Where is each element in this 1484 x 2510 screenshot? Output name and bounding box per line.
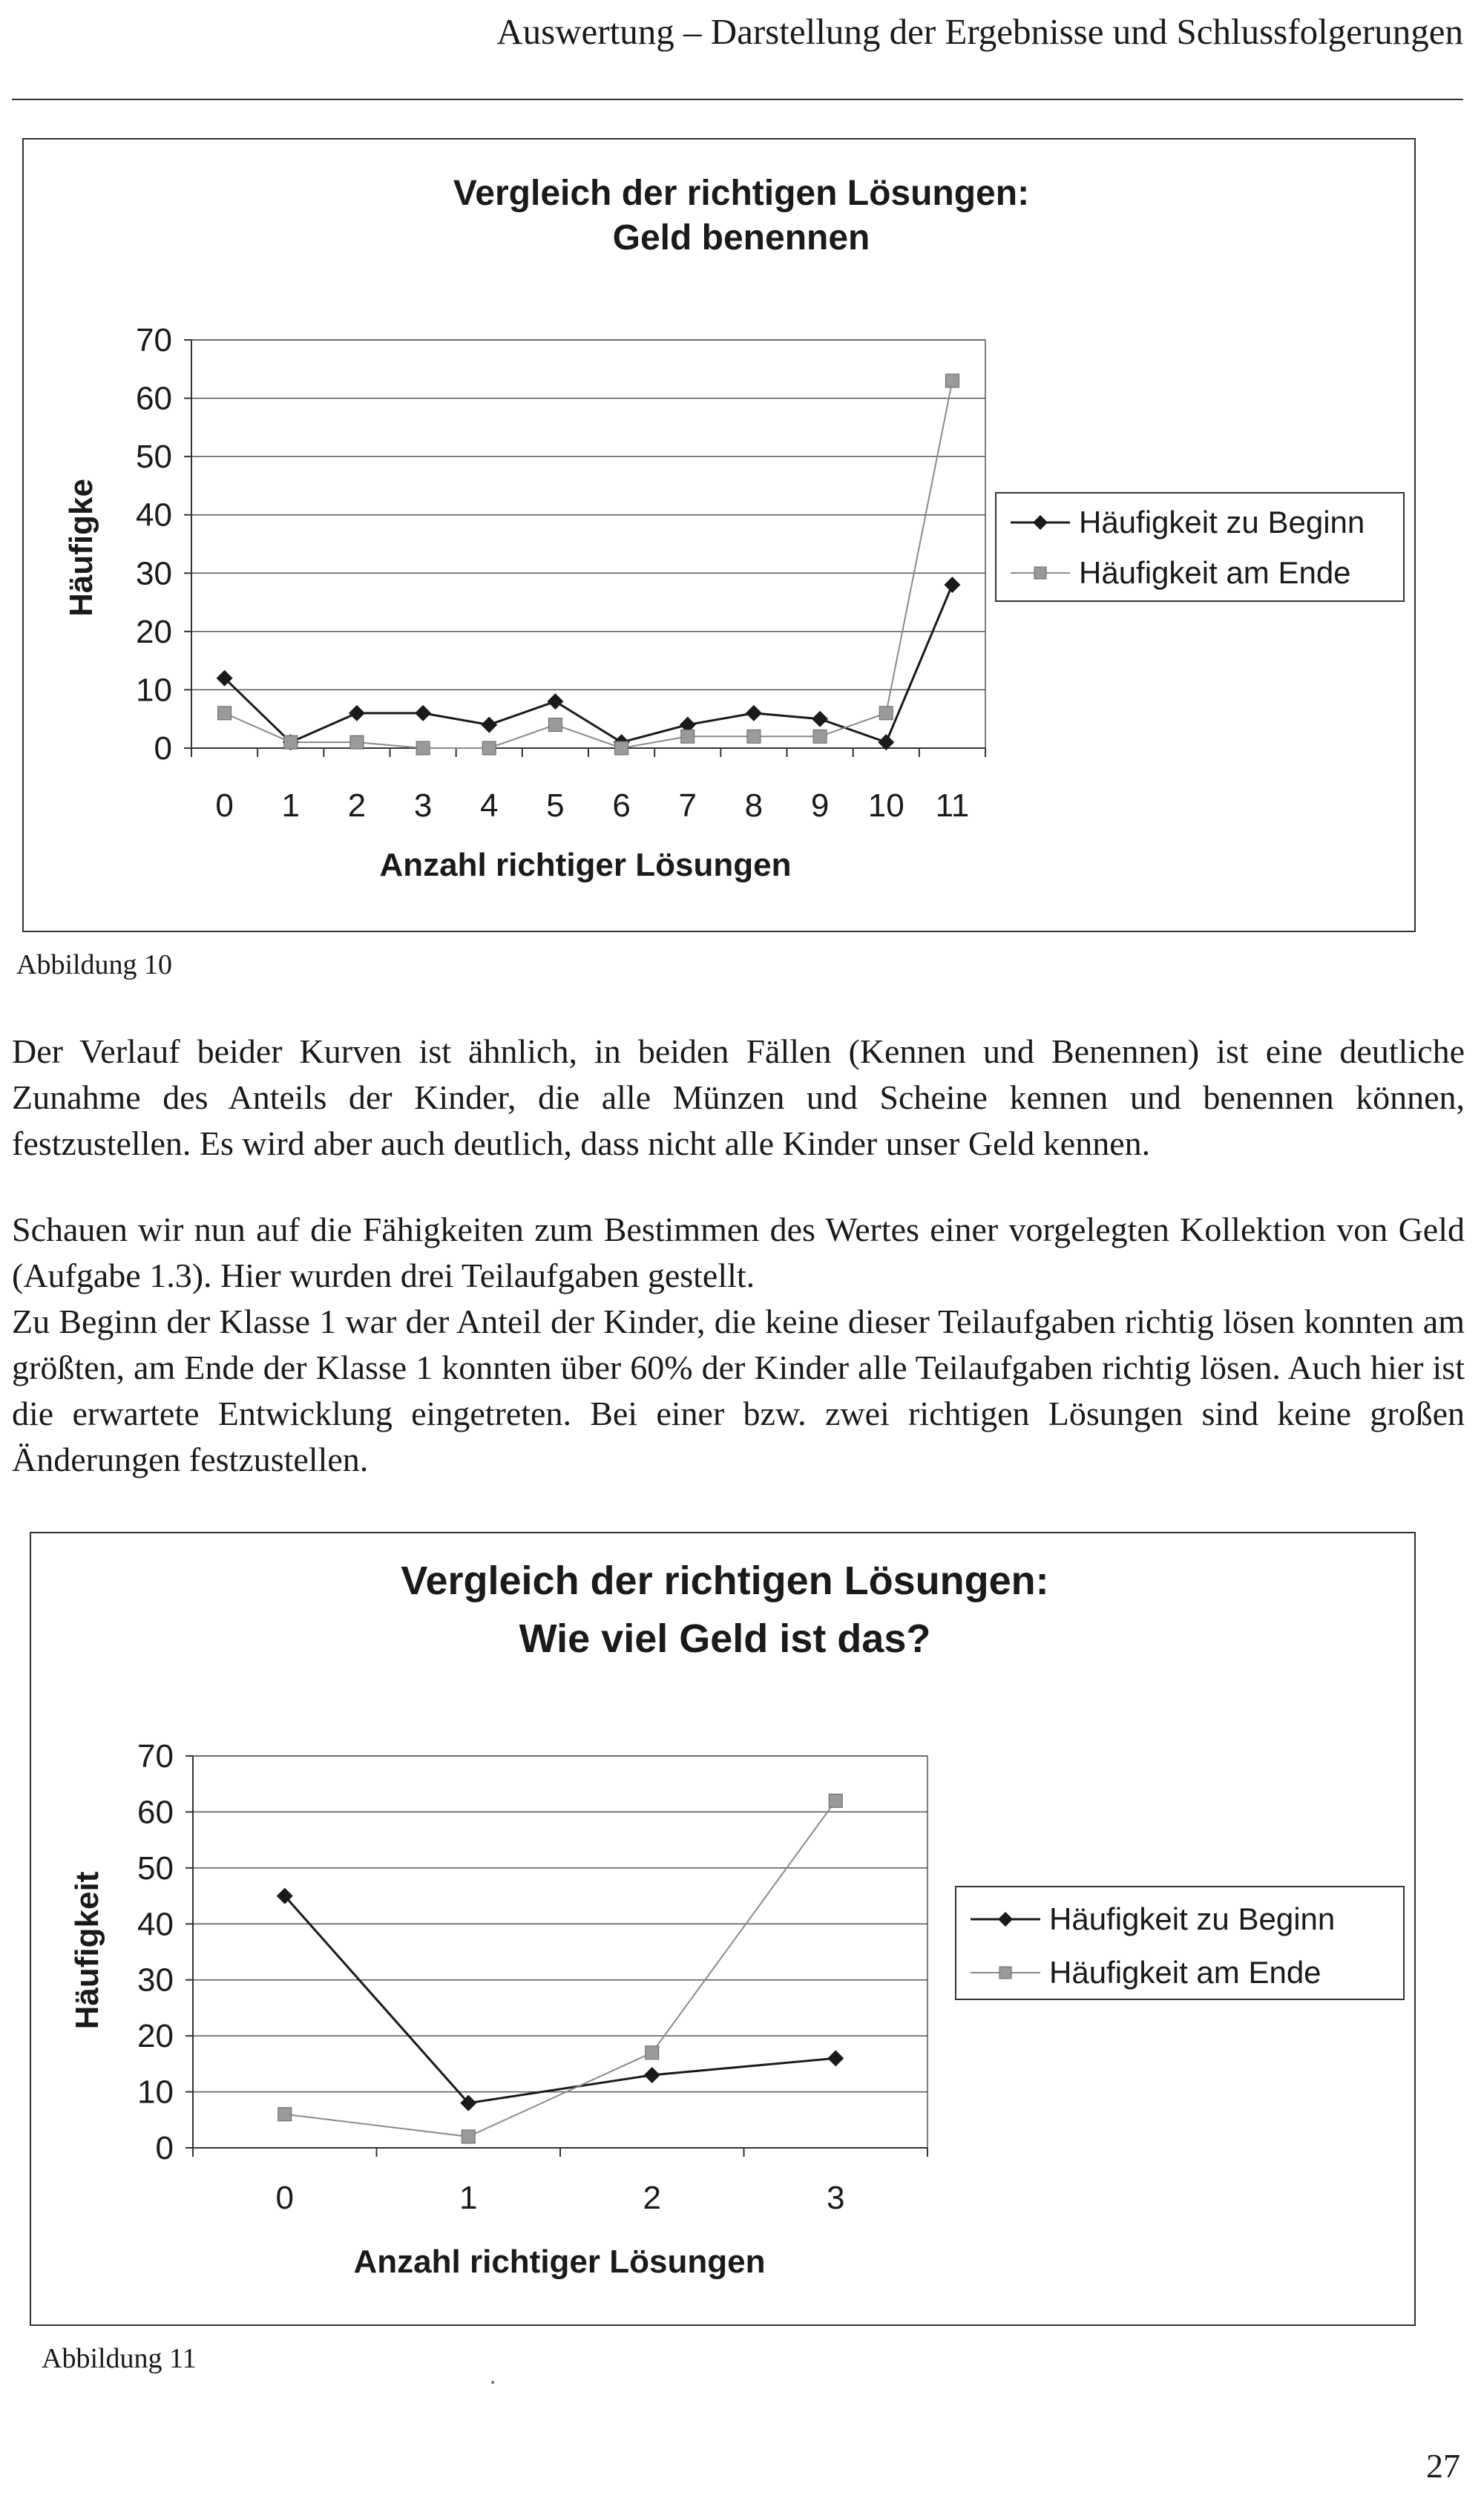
y-tick-label: 0	[154, 730, 172, 767]
data-point-ende	[350, 735, 364, 749]
data-point-beginn	[349, 705, 365, 721]
chart-x-axis-label: Anzahl richtiger Lösungen	[379, 847, 792, 883]
x-tick-label: 1	[459, 2180, 478, 2216]
x-tick-label: 8	[744, 787, 764, 824]
x-tick-label: 2	[347, 787, 367, 824]
data-point-ende	[482, 741, 496, 755]
chart-x-axis-label: Anzahl richtiger Lösungen	[353, 2244, 766, 2280]
figure-10-chart-frame	[22, 138, 1416, 932]
legend-label-ende: Häufigkeit am Ende	[1079, 555, 1351, 590]
header-rule	[12, 99, 1463, 100]
x-tick-label: 3	[827, 2180, 845, 2216]
x-tick-label: 1	[281, 787, 300, 824]
y-tick-label: 20	[137, 2018, 174, 2055]
x-tick-label: 4	[480, 787, 499, 824]
data-point-ende	[681, 730, 695, 743]
data-point-beginn	[415, 705, 431, 721]
data-point-beginn	[547, 693, 563, 710]
data-point-ende	[945, 374, 959, 387]
x-tick-label: 5	[546, 787, 565, 824]
chart-legend	[996, 493, 1404, 601]
x-tick-label: 9	[810, 787, 830, 824]
y-tick-label: 20	[136, 613, 172, 650]
data-point-beginn	[944, 577, 960, 593]
scan-speck	[491, 2381, 494, 2384]
data-point-ende	[462, 2130, 475, 2143]
x-tick-label: 0	[275, 2180, 294, 2216]
data-point-beginn	[746, 705, 762, 721]
data-point-ende	[829, 1794, 842, 1807]
y-tick-label: 30	[137, 1962, 174, 1999]
page-number: 27	[1426, 2447, 1460, 2485]
figure-10-line-chart	[24, 140, 1414, 931]
y-tick-label: 0	[155, 2130, 174, 2166]
legend-label-beginn: Häufigkeit zu Beginn	[1079, 505, 1365, 540]
plot-area	[137, 1738, 928, 2216]
data-point-ende	[218, 707, 232, 720]
data-point-ende	[646, 2046, 659, 2060]
legend-label-beginn: Häufigkeit zu Beginn	[1049, 1901, 1336, 1936]
chart-title-line2: Wie viel Geld ist das?	[519, 1616, 931, 1661]
chart-legend	[956, 1887, 1404, 1999]
legend-square-marker	[999, 1967, 1011, 1979]
body-paragraph-2-sentence-b: Zu Beginn der Klasse 1 war der Anteil der Kinder, die keine dieser Teilaufgaben richtig lösen konnten am größten, am Ende der Klasse 1 konnten über 60% der Kinder alle Teilaufgaben richtig lösen. Auch hier ist die erwartete Entwicklung eingetreten. Bei einer bzw. zwei richtigen Lösungen sind keine großen Änderungen festzustellen.	[12, 1302, 1465, 1478]
chart-y-axis-label: Häufigke	[63, 479, 99, 617]
data-point-ende	[284, 735, 298, 749]
y-tick-label: 70	[136, 322, 172, 358]
x-tick-label: 11	[935, 787, 970, 824]
figure-11-caption: Abbildung 11	[42, 2343, 197, 2374]
chart-title-line2: Geld benennen	[612, 218, 870, 258]
y-tick-label: 40	[136, 497, 172, 534]
data-point-ende	[548, 718, 562, 732]
data-point-ende	[615, 741, 628, 755]
y-tick-label: 70	[137, 1738, 174, 1775]
y-tick-label: 10	[136, 672, 172, 709]
y-tick-label: 30	[136, 555, 172, 592]
y-tick-label: 10	[137, 2074, 174, 2111]
data-point-beginn	[827, 2050, 844, 2066]
series-line-ende	[285, 1800, 836, 2137]
data-point-ende	[416, 741, 430, 755]
running-header: Auswertung – Darstellung der Ergebnisse und Schlussfolgerungen	[496, 11, 1463, 52]
x-tick-label: 10	[867, 787, 904, 824]
y-tick-label: 60	[136, 380, 172, 417]
figure-10-caption: Abbildung 10	[16, 949, 173, 980]
y-tick-label: 50	[137, 1849, 174, 1887]
series-line-beginn	[285, 1896, 836, 2103]
plot-area	[136, 322, 985, 824]
x-tick-label: 6	[612, 787, 631, 824]
data-point-ende	[747, 730, 761, 743]
legend-square-marker	[1034, 567, 1046, 579]
data-point-ende	[879, 707, 893, 720]
chart-title-line1: Vergleich der richtigen Lösungen:	[453, 174, 1030, 213]
series-line-beginn	[225, 585, 953, 742]
x-tick-label: 2	[643, 2180, 661, 2216]
data-point-beginn	[812, 711, 828, 727]
y-tick-label: 50	[136, 439, 172, 476]
body-paragraph-1: Der Verlauf beider Kurven ist ähnlich, in beiden Fällen (Kennen und Benennen) ist eine deutliche Zunahme des Anteils der Kinder, die alle Münzen und Scheine kennen und benennen können, festzustellen. Es wird aber auch deutlich, dass nicht alle Kinder unser Geld kennen.	[12, 1032, 1465, 1162]
chart-title-line1: Vergleich der richtigen Lösungen:	[401, 1559, 1049, 1603]
x-tick-label: 7	[678, 787, 697, 824]
data-point-beginn	[644, 2067, 660, 2083]
data-point-ende	[278, 2108, 292, 2121]
legend-label-ende: Häufigkeit am Ende	[1049, 1955, 1322, 1990]
body-paragraph-2	[12, 1207, 1465, 1483]
y-tick-label: 60	[137, 1794, 174, 1831]
x-tick-label: 3	[413, 787, 433, 824]
figure-11-chart-frame	[30, 1532, 1416, 2326]
body-paragraph-2-sentence-a: Schauen wir nun auf die Fähigkeiten zum Bestimmen des Wertes einer vorgelegten Kollektion von Geld (Aufgabe 1.3). Hier wurden drei Teilaufgaben gestellt.	[12, 1210, 1465, 1294]
data-point-ende	[813, 730, 827, 743]
figure-11-line-chart	[31, 1533, 1414, 2324]
data-point-beginn	[481, 717, 497, 733]
series-line-ende	[225, 381, 953, 748]
x-tick-label: 0	[215, 787, 234, 824]
chart-y-axis-label: Häufigkeit	[69, 1871, 105, 2030]
y-tick-label: 40	[137, 1906, 174, 1943]
